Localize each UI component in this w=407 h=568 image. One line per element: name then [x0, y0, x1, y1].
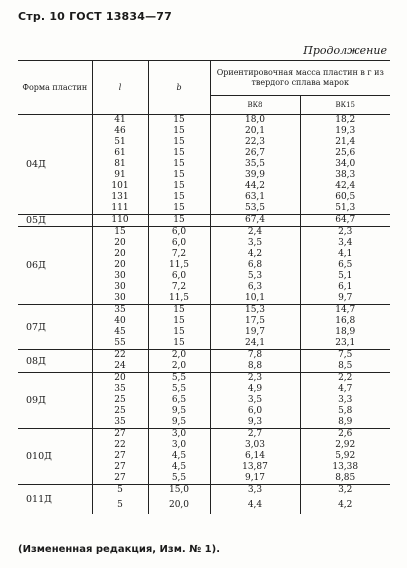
header-alloy-vk8: ВК8 — [210, 96, 300, 115]
b-cell: 15 — [148, 192, 210, 203]
form-cell: 09Д — [18, 373, 92, 429]
vk15-cell: 60,5 — [335, 192, 356, 202]
b-cell: 7,2 — [148, 282, 210, 293]
b-cell: 2,0 — [148, 350, 210, 362]
vk15-cell: 14,7 — [335, 305, 356, 315]
b-cell: 5,5 — [148, 373, 210, 385]
vk8-cell: 13,87 — [210, 462, 300, 473]
l-cell: 27 — [92, 451, 148, 462]
l-cell: 24 — [92, 361, 148, 373]
vk8-cell: 5,3 — [210, 271, 300, 282]
vk8-cell: 22,3 — [210, 137, 300, 148]
vk15-cell: 3,3 — [338, 395, 353, 405]
l-cell: 81 — [92, 159, 148, 170]
l-cell: 61 — [92, 148, 148, 159]
b-cell: 2,0 — [148, 361, 210, 373]
header-mass: Ориентировочная масса пластин в г из твердого сплава марок — [210, 61, 390, 96]
l-cell: 27 — [92, 429, 148, 441]
l-cell: 27 — [92, 462, 148, 473]
vk15-cell: 6,5 — [338, 260, 353, 270]
b-cell: 6,0 — [148, 271, 210, 282]
l-cell: 46 — [92, 126, 148, 137]
vk8-cell: 53,5 — [210, 203, 300, 215]
vk15-cell: 23,1 — [300, 338, 390, 350]
vk8-cell: 4,2 — [210, 249, 300, 260]
vk8-cell: 3,5 — [210, 238, 300, 249]
table-row — [18, 429, 390, 441]
l-cell: 20 — [92, 249, 148, 260]
b-cell: 15 — [148, 170, 210, 181]
l-cell: 91 — [92, 170, 148, 181]
table-row — [18, 350, 390, 362]
l-cell: 15 — [92, 227, 148, 239]
b-cell: 15 — [148, 126, 210, 137]
vk15-cell: 4,1 — [338, 249, 353, 259]
header-form: Форма пластин — [18, 61, 92, 115]
b-cell: 15 — [148, 203, 210, 215]
l-cell: 35 — [92, 384, 148, 395]
vk15-cell: 5,1 — [338, 271, 353, 281]
header-b: b — [148, 61, 210, 115]
l-cell: 20 — [92, 260, 148, 271]
form-cell: 04Д — [18, 115, 92, 215]
vk15-cell: 42,4 — [335, 181, 356, 191]
vk15-cell: 4,7 — [338, 384, 353, 394]
vk15-cell: 16,8 — [335, 316, 356, 326]
b-cell: 6,5 — [148, 395, 210, 406]
header-alloy-vk15: ВК15 — [300, 96, 390, 115]
vk15-cell: 38,3 — [335, 170, 356, 180]
b-cell: 11,5 — [148, 293, 210, 305]
table-row — [18, 227, 390, 239]
vk15-cell: 18,2 — [335, 115, 356, 125]
l-cell: 30 — [92, 282, 148, 293]
l-cell: 110 — [92, 215, 148, 227]
l-cell: 27 — [92, 473, 148, 485]
vk8-cell: 26,7 — [210, 148, 300, 159]
table-row — [18, 115, 390, 127]
header-l: l — [92, 61, 148, 115]
l-cell: 22 — [92, 440, 148, 451]
vk15-cell: 9,7 — [300, 293, 390, 305]
vk15-cell: 2,6 — [338, 429, 353, 439]
l-cell: 45 — [92, 327, 148, 338]
vk8-cell: 2,7 — [210, 429, 300, 441]
b-cell: 15 — [148, 115, 210, 127]
table-row — [18, 305, 390, 317]
vk15-cell: 2,2 — [338, 373, 353, 383]
vk15-cell: 5,92 — [335, 451, 356, 461]
vk8-cell: 20,1 — [210, 126, 300, 137]
l-cell: 41 — [92, 115, 148, 127]
vk15-cell: 64,7 — [300, 215, 390, 227]
revision-note: (Измененная редакция, Изм. № 1). — [18, 544, 221, 555]
b-cell: 3,0 — [148, 429, 210, 441]
vk15-cell: 6,1 — [338, 282, 353, 292]
vk15-cell: 8,9 — [300, 417, 390, 429]
vk8-cell: 3,3 — [210, 485, 300, 497]
l-cell: 25 — [92, 395, 148, 406]
table-row — [18, 373, 390, 385]
b-cell: 15 — [148, 338, 210, 350]
form-cell: 08Д — [18, 350, 92, 373]
l-cell: 30 — [92, 271, 148, 282]
b-cell: 15 — [148, 215, 210, 227]
b-cell: 15 — [148, 181, 210, 192]
l-cell: 5 — [92, 485, 148, 497]
b-cell: 15,0 — [148, 485, 210, 497]
vk8-cell: 4,9 — [210, 384, 300, 395]
vk8-cell: 6,0 — [210, 406, 300, 417]
table-row — [18, 485, 390, 497]
b-cell: 5,5 — [148, 473, 210, 485]
l-cell: 101 — [92, 181, 148, 192]
vk8-cell: 3,5 — [210, 395, 300, 406]
vk15-cell: 18,9 — [335, 327, 356, 337]
vk15-cell: 51,3 — [300, 203, 390, 215]
l-cell: 51 — [92, 137, 148, 148]
l-cell: 35 — [92, 305, 148, 317]
b-cell: 11,5 — [148, 260, 210, 271]
l-cell: 35 — [92, 417, 148, 429]
vk15-cell: 3,2 — [338, 485, 353, 495]
continuation-label: Продолжение — [303, 44, 387, 57]
vk8-cell: 7,8 — [210, 350, 300, 362]
b-cell: 9,5 — [148, 406, 210, 417]
l-cell: 40 — [92, 316, 148, 327]
vk8-cell: 24,1 — [210, 338, 300, 350]
b-cell: 15 — [148, 159, 210, 170]
b-cell: 20,0 — [148, 496, 210, 514]
l-cell: 30 — [92, 293, 148, 305]
b-cell: 15 — [148, 137, 210, 148]
page-header: Стр. 10 ГОСТ 13834—77 — [18, 10, 173, 23]
b-cell: 6,0 — [148, 238, 210, 249]
b-cell: 4,5 — [148, 462, 210, 473]
vk8-cell: 9,17 — [210, 473, 300, 485]
vk8-cell: 67,4 — [210, 215, 300, 227]
vk8-cell: 8,8 — [210, 361, 300, 373]
vk15-cell: 3,4 — [338, 238, 353, 248]
vk15-cell: 7,5 — [338, 350, 353, 360]
vk8-cell: 2,3 — [210, 373, 300, 385]
form-cell: 06Д — [18, 227, 92, 305]
l-cell: 111 — [92, 203, 148, 215]
vk8-cell: 6,14 — [210, 451, 300, 462]
b-cell: 4,5 — [148, 451, 210, 462]
form-cell: 010Д — [18, 429, 92, 485]
b-cell: 15 — [148, 148, 210, 159]
vk15-cell: 13,38 — [332, 462, 359, 472]
vk8-cell: 19,7 — [210, 327, 300, 338]
table-body — [18, 115, 390, 515]
b-cell: 15 — [148, 316, 210, 327]
b-cell: 5,5 — [148, 384, 210, 395]
vk15-cell: 2,3 — [338, 227, 353, 237]
vk8-cell: 2,4 — [210, 227, 300, 239]
table-row — [18, 215, 390, 227]
vk15-cell: 34,0 — [335, 159, 356, 169]
vk15-cell: 2,92 — [335, 440, 356, 450]
b-cell: 15 — [148, 327, 210, 338]
vk8-cell: 6,8 — [210, 260, 300, 271]
l-cell: 55 — [92, 338, 148, 350]
vk15-cell: 8,85 — [300, 473, 390, 485]
vk8-cell: 39,9 — [210, 170, 300, 181]
b-cell: 9,5 — [148, 417, 210, 429]
vk8-cell: 35,5 — [210, 159, 300, 170]
vk15-cell: 8,5 — [300, 361, 390, 373]
l-cell: 20 — [92, 373, 148, 385]
l-cell: 25 — [92, 406, 148, 417]
vk8-cell: 17,5 — [210, 316, 300, 327]
vk15-cell: 5,8 — [338, 406, 353, 416]
vk8-cell: 10,1 — [210, 293, 300, 305]
l-cell: 131 — [92, 192, 148, 203]
vk8-cell: 63,1 — [210, 192, 300, 203]
vk8-cell: 4,4 — [210, 496, 300, 514]
vk8-cell: 15,3 — [210, 305, 300, 317]
vk15-cell: 25,6 — [335, 148, 356, 158]
b-cell: 7,2 — [148, 249, 210, 260]
vk8-cell: 9,3 — [210, 417, 300, 429]
l-cell: 22 — [92, 350, 148, 362]
b-cell: 3,0 — [148, 440, 210, 451]
form-cell: 07Д — [18, 305, 92, 350]
form-cell: 05Д — [18, 215, 92, 227]
vk8-cell: 3,03 — [210, 440, 300, 451]
l-cell: 5 — [92, 496, 148, 514]
mass-table — [18, 60, 390, 514]
vk15-cell: 19,3 — [335, 126, 356, 136]
vk8-cell: 18,0 — [210, 115, 300, 127]
b-cell: 6,0 — [148, 227, 210, 239]
vk8-cell: 6,3 — [210, 282, 300, 293]
b-cell: 15 — [148, 305, 210, 317]
vk8-cell: 44,2 — [210, 181, 300, 192]
l-cell: 20 — [92, 238, 148, 249]
form-cell: 011Д — [18, 485, 92, 515]
vk15-cell: 21,4 — [335, 137, 356, 147]
vk15-cell: 4,2 — [338, 500, 353, 510]
